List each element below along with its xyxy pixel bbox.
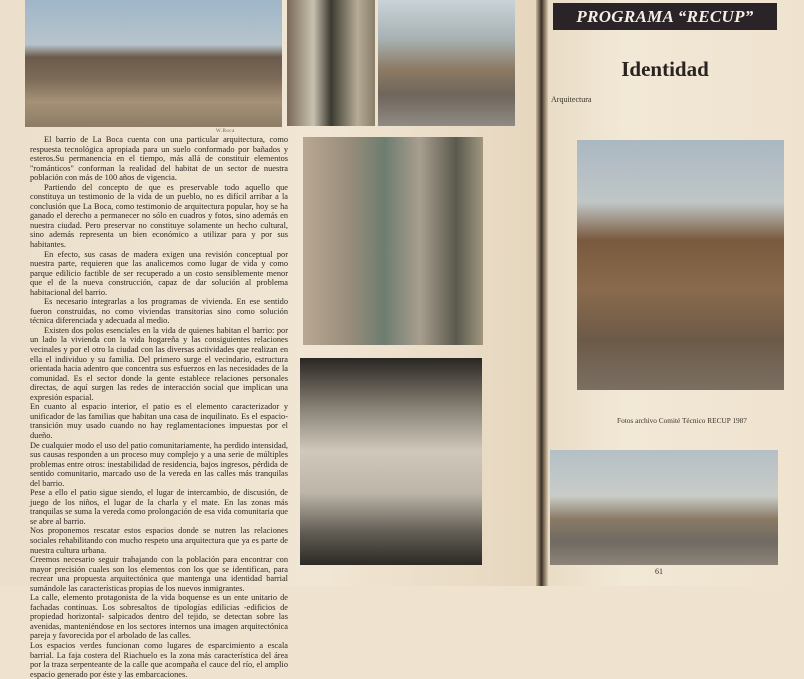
paragraph: Nos proponemos rescatar estos espacios donde se nutren las relaciones sociales rehabilitando con mucho respeto una arquitectura que ya es parte de nuestra cultura urbana. xyxy=(30,526,288,555)
photo-building-facade xyxy=(287,0,375,126)
paragraph: En efecto, sus casas de madera exigen una revisión conceptual por nuestra parte, requieren que las analicemos como lugar de vida y como parque edilicio factible de ser recuperado a un costo sensiblemente menor que el de la nueva construcción, capaz de dar solución al problema habitacional del barrio. xyxy=(30,249,288,297)
photo-street-houses xyxy=(25,0,282,127)
paragraph: Los espacios verdes funcionan como lugares de esparcimiento a escala barrial. La faja costera del Riachuelo es la zona más característica del área por la traza serpenteante de la calle que acompaña el cauce del río, el amplio espacio generado por éste y las embarcaciones. xyxy=(30,640,288,679)
paragraph: Partiendo del concepto de que es preservable todo aquello que constituya un testimonio de la vida de un pueblo, no es difícil arribar a la conclusión que La Boca, como testimonio de arquitectura popular, hoy se ha ganado el derecho a permanecer no sólo en cuadros y fotos, sino además en nuestra ciudad. Pero preservar no constituye solamente un hecho cultural, sino además representa un bien económico a utilizar para y por sus habitantes. xyxy=(30,182,288,250)
photo-caption: Fotos archivo Comité Técnico RECUP 1987 xyxy=(617,416,747,425)
photo-credit: W.Boca xyxy=(216,129,235,134)
article-body xyxy=(30,135,288,679)
photo-wooden-house xyxy=(577,140,784,390)
paragraph: De cualquier modo el uso del patio comunitariamente, ha perdido intensidad, sus causas responden a un proceso muy complejo y a una serie de múltiples problemas entre otros: inestabilidad de residencia, bajos ingresos, pérdida de sentido comunitario, marcado uso de la vereda en las calles más tranquilas del barrio. xyxy=(30,440,288,488)
photo-balconies xyxy=(303,137,483,345)
page-number: 61 xyxy=(655,567,663,576)
paragraph: Pese a ello el patio sigue siendo, el lugar de intercambio, de discusión, de juego de los niños, el lugar de la charla y el mate. En las zonas más tranquilas se suma la vereda como prolongación de esa vida comunitaria que se abre al barrio. xyxy=(30,488,288,526)
paragraph: El barrio de La Boca cuenta con una particular arquitectura, como respuesta tecnológica apropiada para un suelo conformado por bañados y esteros.Su permanencia en el tiempo, más allá de constituir elementos "románticos" conforman la realidad del habitat de un sector de nuestra población con más de 100 años de vigencia. xyxy=(30,135,288,183)
paragraph: En cuanto al espacio interior, el patio es el elemento caracterizador y unificador de las familias que habitan una casa de inquilinato. Es el espacio-transición muy usado cuando no hay reglamentaciones impuestas por el dueño. xyxy=(30,402,288,440)
page-fold xyxy=(536,0,548,586)
paragraph: Es necesario integrarlas a los programas de vivienda. En ese sentido fueron construidas, no como viviendas transitorias sino como solución técnica diferenciada y adecuada al medio. xyxy=(30,297,288,326)
page-title: Identidad xyxy=(621,57,709,81)
photo-riverside-street xyxy=(550,450,778,565)
section-label: Arquitectura xyxy=(551,95,592,104)
paragraph: Creemos necesario seguir trabajando con la población para encontrar con mayor precisión cuales son los elementos con los que se identifican, para recrear una propuesta arquitectónica que mantenga una identidad barrial sumándole las características propias de los nuevos inmigrantes. xyxy=(30,555,288,593)
photo-patio-bw xyxy=(300,358,482,565)
photo-street-cars xyxy=(378,0,515,126)
paragraph: La calle, elemento protagonista de la vida boquense es un ente unitario de fachadas continuas. Los sobresaltos de tipologías edilicias -edificios de propiedad horizontal- salpicados dentro del tejido, se detectan sobre las avenidas, manteniéndose en los sectores internos una imagen arquitectónica pareja y favorecida por el arbolado de las calles. xyxy=(30,593,288,641)
paragraph: Existen dos polos esenciales en la vida de quienes habitan el barrio: por un lado la vivienda con la vida hogareña y las consiguientes relaciones vecinales y por el otro la ciudad con las diversas actividades que realizan en ella el individuo y su familia. Del primero surge el vecindario, estructura orientada hacia adentro que concentra sus esfuerzos en las necesidades de la comunidad. Es el sector donde la gente establece relaciones personales directas, de aquí surgen las redes de interacción social que implican una expresión espacial. xyxy=(30,325,288,402)
program-header: PROGRAMA “RECUP” xyxy=(553,3,777,30)
